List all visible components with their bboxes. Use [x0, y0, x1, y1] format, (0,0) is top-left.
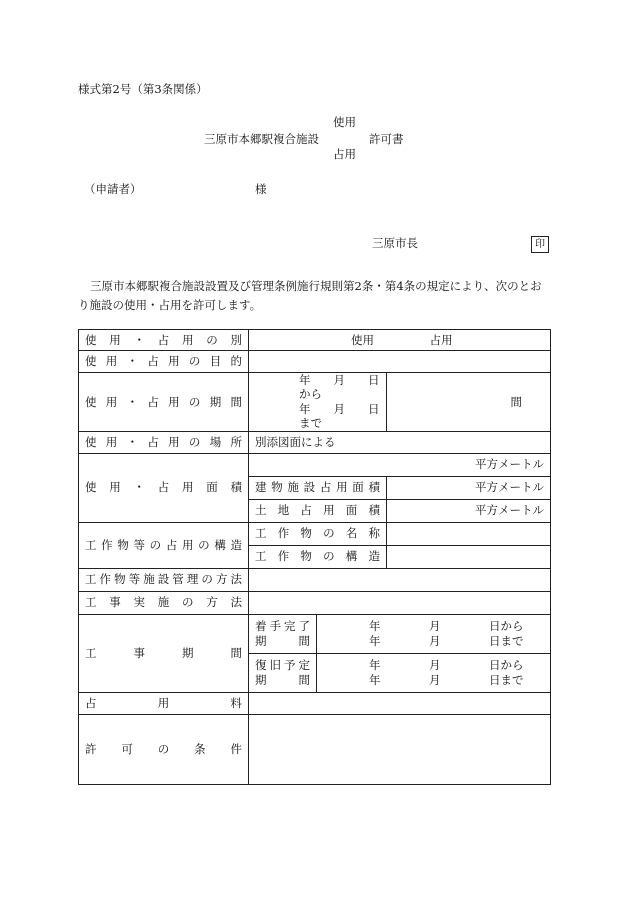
label-method: 工事実施の方法	[79, 591, 249, 614]
label-structure-name: 工作物の名称	[249, 522, 387, 545]
restore-month-2: 月	[429, 672, 441, 687]
label-area-building: 建物施設占用面積	[249, 476, 387, 499]
applicant-label: （申請者）	[84, 182, 142, 196]
label-fee: 占用料	[79, 692, 249, 714]
start-year-2: 年	[369, 633, 381, 648]
row-period	[79, 373, 551, 432]
label-management: 工作物等施設管理の方法	[79, 568, 249, 591]
label-area: 使用・占用面積	[79, 453, 249, 522]
label-conditions: 許可の条件	[79, 714, 249, 784]
form-number: 様式第2号（第3条関係）	[78, 82, 208, 96]
value-construction-restore[interactable]	[317, 653, 551, 692]
area-unit-building: 平方メートル	[475, 480, 544, 495]
row-method	[79, 591, 551, 614]
row-purpose	[79, 351, 551, 373]
label-place: 使用・占用の場所	[79, 431, 249, 453]
seal-mark: 印	[531, 236, 549, 253]
value-management[interactable]	[249, 568, 551, 591]
label-structure: 工作物等の占用の構造	[79, 522, 249, 568]
restore-month: 月	[429, 657, 441, 672]
row-type	[79, 330, 551, 351]
row-place	[79, 431, 551, 453]
label-period: 使用・占用の期間	[79, 373, 249, 432]
row-area-total	[79, 453, 551, 476]
value-place: 別添図面による	[249, 431, 551, 453]
restore-year: 年	[369, 657, 381, 672]
period-to: 年 月 日まで	[299, 401, 380, 431]
label-area-land: 土地占用面積	[249, 499, 387, 522]
period-from: 年 月 日から	[299, 373, 380, 402]
option-occupy: 占用	[429, 332, 453, 347]
restore-to: 日まで	[489, 672, 524, 687]
title-prefix: 三原市本郷駅複合施設	[204, 132, 319, 146]
start-month-2: 月	[429, 633, 441, 648]
label-construction: 工事期間	[79, 614, 249, 692]
label-construction-start: 着手完了 期間	[249, 614, 317, 653]
value-purpose[interactable]	[249, 351, 551, 373]
row-construction-start	[79, 614, 551, 653]
row-fee	[79, 692, 551, 714]
value-fee[interactable]	[249, 692, 551, 714]
area-unit-land: 平方メートル	[475, 503, 544, 518]
label-type: 使用・占用の別	[79, 330, 249, 351]
title-use: 使用	[333, 115, 356, 129]
value-structure-name[interactable]	[387, 522, 551, 545]
value-method[interactable]	[249, 591, 551, 614]
value-conditions[interactable]	[249, 714, 551, 784]
start-from: 日から	[489, 618, 524, 633]
row-conditions	[79, 714, 551, 784]
value-type	[249, 330, 551, 351]
applicant-honorific: 様	[255, 182, 267, 196]
value-area-building[interactable]	[387, 476, 551, 499]
title-suffix: 許可書	[369, 132, 404, 146]
restore-year-2: 年	[369, 672, 381, 687]
start-month: 月	[429, 618, 441, 633]
start-year: 年	[369, 618, 381, 633]
row-management	[79, 568, 551, 591]
value-construction-start[interactable]	[317, 614, 551, 653]
value-area-land[interactable]	[387, 499, 551, 522]
period-days-label: 間	[510, 394, 522, 409]
title-occupy: 占用	[333, 147, 356, 161]
value-area-total[interactable]	[249, 453, 551, 476]
area-unit-total: 平方メートル	[475, 457, 544, 472]
value-period-dates[interactable]	[249, 373, 387, 432]
restore-from: 日から	[489, 657, 524, 672]
label-purpose: 使用・占用の目的	[79, 351, 249, 373]
label-construction-restore: 復旧予定 期間	[249, 653, 317, 692]
value-period-days[interactable]	[387, 373, 551, 432]
option-use: 使用	[351, 332, 374, 347]
permit-table	[78, 329, 551, 785]
value-structure-type[interactable]	[387, 545, 551, 568]
body-paragraph: 三原市本郷駅複合施設設置及び管理条例施行規則第2条・第4条の規定により、次のとおり施設の使用・占用を許可します。	[78, 279, 542, 312]
label-structure-type: 工作物の構造	[249, 545, 387, 568]
issuer-name: 三原市長	[372, 236, 418, 250]
start-to: 日まで	[489, 633, 524, 648]
row-structure-name	[79, 522, 551, 545]
